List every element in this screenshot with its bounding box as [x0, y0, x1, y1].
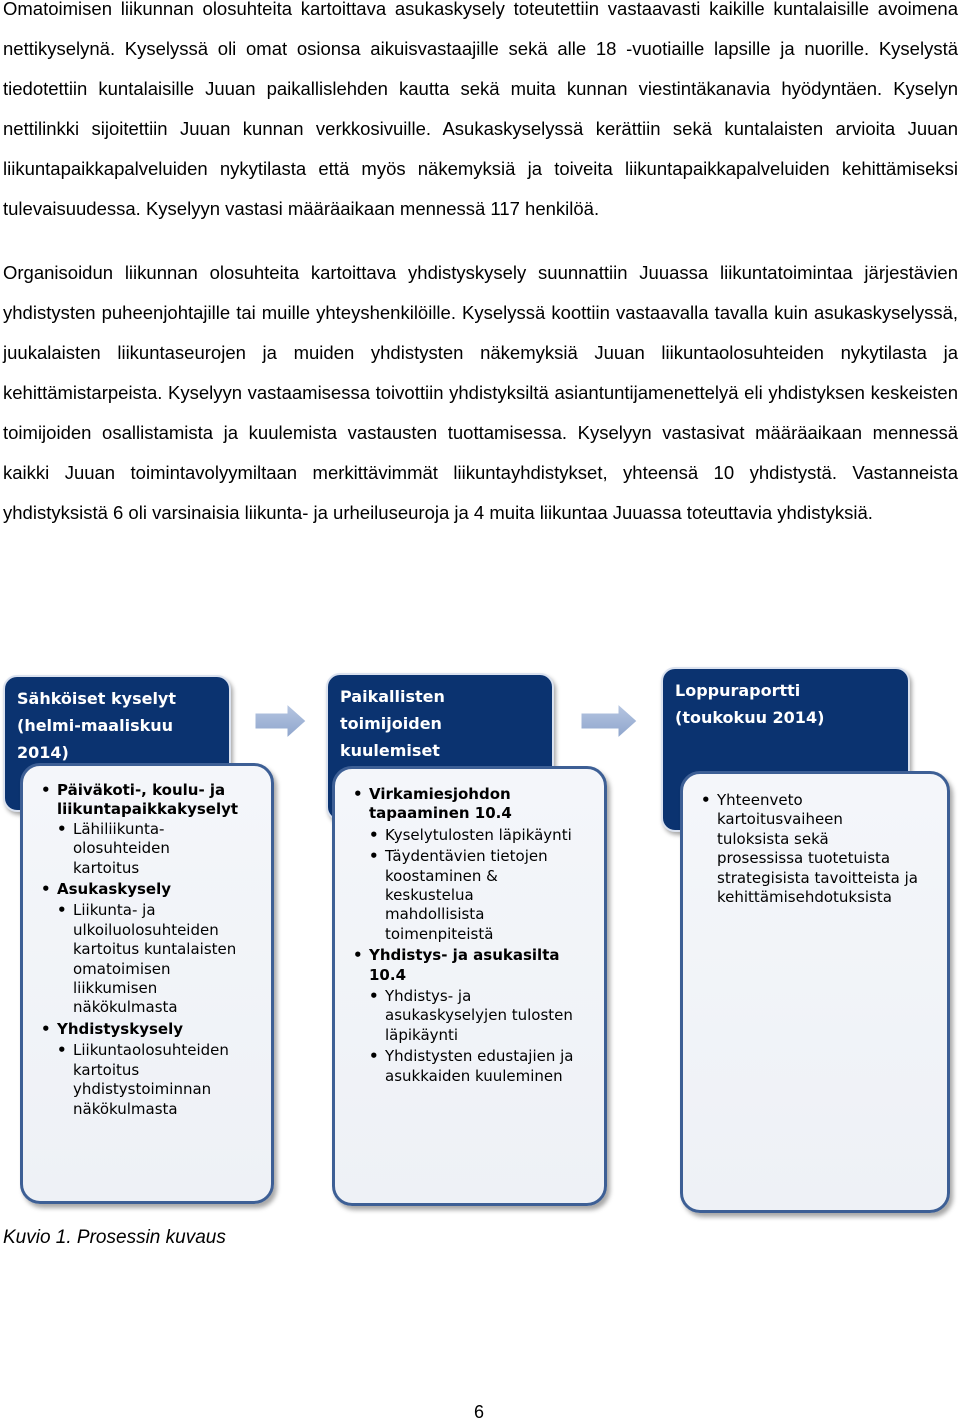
list-item: • Kyselytulosten läpikäynti [353, 826, 573, 845]
list-item: • Yhdistys- ja asukasilta 10.4 [353, 946, 573, 985]
stage-1-header-text: Sähköiset kyselyt (helmi-maaliskuu 2014) [17, 689, 176, 762]
arrow-right-icon [581, 704, 638, 738]
figure-caption: Kuvio 1. Prosessin kuvaus [3, 1227, 226, 1248]
paragraph-asukaskysely: Omatoimisen liikunnan olosuhteita kartoittava asukaskysely toteutettiin vastaavasti kaikille kuntalaisille avoimena nettikyselynä. Kyselyssä oli omat osionsa aikuisvastaajille sekä alle 18 -vuotiaille lapsille ja nuorille. Kyselystä tiedotettiin kuntalaisille Juuan paikallislehden kautta sekä muita kunnan viestintäkanavia hyödyntäen. Kyselyn nettilinkki sijoitettiin Juuan kunnan verkkosivuille. Asukaskyselyssä kerättiin sekä kuntalaisten arvioita Juuan liikuntapaikkapalveluiden nykytilasta että myös näkemyksiä ja toiveita liikuntapaikkapalveluiden kehittämiseksi tulevaisuudessa. Kyselyyn vastasi määräaikaan mennessä 117 henkilöä. [3, 0, 958, 219]
list-item: • Liikunta- ja ulkoiluolosuhteiden kartoitus kuntalaisten omatoimisen liikkumisen näkökulmasta [41, 901, 238, 1017]
page-number: 6 [474, 1402, 485, 1422]
list-item: • Täydentävien tietojen koostaminen & keskustelua mahdollisista toimenpiteistä [353, 847, 573, 944]
stage-3-body [680, 771, 950, 1213]
stage-2-header-text: Paikallisten toimijoiden kuulemiset [340, 687, 445, 760]
list-item: • Lähiliikunta- olosuhteiden kartoitus [41, 820, 238, 878]
stage-3-header-text: Loppuraportti (toukokuu 2014) [675, 681, 825, 727]
list-item: • Asukaskysely [41, 880, 238, 899]
stage-1-list [41, 781, 238, 1119]
paragraph-yhdistyskysely: Organisoidun liikunnan olosuhteita kartoittava yhdistyskysely suunnattiin Juuassa liikuntatoimintaa järjestävien yhdistysten puheenjohtajille tai muille yhteyshenkilöille. Kyselyssä koottiin vastaavalla tavalla kuin asukaskyselyssä, juukalaisten liikuntaseurojen ja muiden yhdistysten näkemyksiä Juuan liikuntaolosuhteiden nykytilasta ja kehittämistarpeista. Kyselyyn vastaamisessa toivottiin yhdistyksiltä asiantuntijamenettelyä eli yhdistyksen keskeisten toimijoiden osallistamista ja kuulemista vastausten tuottamisessa. Kyselyyn vastasivat määräaikaan mennessä kaikki Juuan toimintavolyymiltaan merkittävimmät liikuntayhdistykset, yhteensä 10 yhdistystä. Vastanneista yhdistyksistä 6 oli varsinaisia liikunta- ja urheiluseuroja ja 4 muita liikuntaa Juuassa toteuttavia yhdistyksiä. [3, 262, 958, 523]
list-item: • Yhdistyskysely [41, 1020, 238, 1039]
list-item: • Virkamiesjohdon tapaaminen 10.4 [353, 785, 573, 824]
list-item: • Liikuntaolosuhteiden kartoitus yhdistystoiminnan näkökulmasta [41, 1041, 238, 1119]
list-item: • Päiväkoti-, koulu- ja liikuntapaikkakyselyt [41, 781, 238, 820]
stage-2-list [353, 785, 573, 1086]
list-item: • Yhdistys- ja asukaskyselyjen tulosten läpikäynti [353, 987, 573, 1045]
list-item: • Yhteenveto kartoitusvaiheen tuloksista sekä prosessissa tuotetuista strategisista tavoitteista ja kehittämisehdotuksista [701, 791, 918, 907]
stage-1-body [20, 763, 274, 1204]
list-item: • Yhdistysten edustajien ja asukkaiden kuuleminen [353, 1047, 573, 1086]
stage-3-list [701, 791, 918, 907]
stage-2-body [332, 766, 607, 1206]
arrow-right-icon [255, 704, 307, 738]
